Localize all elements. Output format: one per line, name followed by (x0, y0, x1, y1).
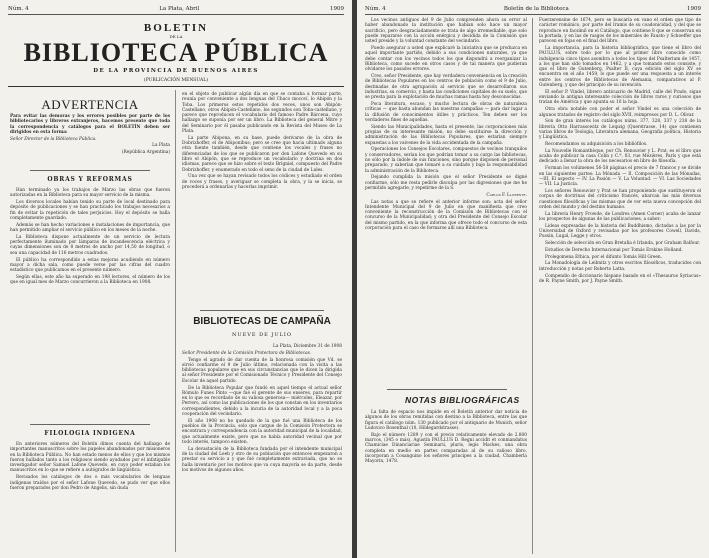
notas-heading: NOTAS BIBLIOGRÁFICAS (405, 395, 520, 405)
paragraph: en el objeto de publicar algún día en que se contaba a formar parte, reunía por conveniente a dos lenguas del Chaco mocoví, lo Abipón y la Toba. Los primeros estos repetidos dos veces, unos son Abipón-Castellano, otros Abipón-Castellano, los segundos son Toba-castellano, y parece que reproducen el vocabulario del famoso Padre Bárcena, cuyo hallazgo se suponía por ser un libro. La Biblioteca del general Mitre y del Seminario por él pasaba publicando en la Revista del Museo de La Plata. (182, 92, 342, 135)
paragraph: Los señores Renouvier y Prat se han proponiendo que sustituyeron el corpus de doctrinas del criticismo francés, abarcan las más diversas cuestiones filosóficas y las mismas que de ver esta nueva concepción del orden del mundo y del destino humano. (539, 188, 701, 210)
issue-number: Núm. 4 (8, 6, 29, 12)
left-page (0, 0, 352, 558)
year: 1909 (687, 6, 701, 12)
place-date: La Plata, Abril (159, 6, 200, 12)
masthead-boletin: BOLETIN (143, 22, 209, 34)
obras-body (10, 188, 170, 287)
right-running-header (365, 6, 701, 15)
paragraph: La librería Henry Frowde, de Londres (Amen Corner) acaba de lanzar los prospectos de algunas de las publicaciones, a saber: (539, 211, 701, 222)
paragraph: Poca literatura, escaso, y mucho lectura de obras de naturaleza críticas — que basta abundan las nuestras campañas — para dar lugar a la difusión de conocimientos útiles y prácticos. Ten deben ser los verdaderos fines de aquellas. (365, 101, 527, 123)
paragraph: Lideas expresadas de la historia del Buddhismo, dictadas a las por la Universidad de Oxford y revisadas por los profesores Cowell, Davids, Pussin, Lugal, Legge y otros. (539, 223, 701, 240)
paragraph: Siendo las Municipalidades, hasta el presente, las corporaciones más propias de su interesante misión, no debe sustituirse la dirección y administración de las Bibliotecas Populares, que estarían siempre expuestas a los vaivenes de la vida accidentada de la campaña. (365, 124, 527, 146)
paragraph: La Monadología de Leibnitz y otros escritos filosóficos, traducidos con introducción y notas por Roberto Latta. (539, 261, 701, 272)
paragraph: La importancia, para la historia bibliográfica, que tiene el libro del PAULLUS, sobre todo por lo que al primer libro conocido como indulgencia cinco tipos asombra a todos los tipos del Psalterium de 1457, a los que han sido tomados en 1462, y a que tomando estos consiste, y que el libro de Gutenberg, Psalter II, cuya edición del siglo XV se encuentra en el año 1459, lo que puede ser una respuesta a un interés entre los centros de Bibliotecas de Alemania, comparativos al P. Gutenberg, y que del principio de su invención. (539, 45, 701, 89)
paragraph: El señor P. Vindel, librero anticuario de Madrid, calle del Prado, sigue enviando la antigua interesante colección de libros raros y curiosos que tratan de América y que apunta su 10 la hoja. (539, 89, 701, 106)
paragraph: Según ellas, este año ha superado en 198 lectores, el número de los que en igual mes de Marzo concurrieron a la Biblioteca en 1908. (10, 274, 170, 286)
paragraph: Puedo asegurar a usted que explicaré la iniciativa que se produzca en aquel importante partido, debido a sus condiciones naturales, ya que debe contar con los vecinos todos los que dispondrá a reorganizar la Biblioteca, como sucede en otros casos y de tal manera que pudieran olvidarse los pasados errores. (365, 45, 527, 73)
left-running-header (8, 6, 344, 15)
notas-continued (539, 18, 701, 286)
paragraph: Dejando cumplida la misión que el señor Presidente se digné confiarme, sólo me resta pedirle disculpa por las digresiones que me he permitido agregarle, y repetirme de la S. (365, 175, 527, 191)
advertencia-body (10, 114, 170, 157)
masthead-province: DE LA PROVINCIA DE BUENOS AIRES (93, 68, 259, 74)
column-divider (532, 18, 533, 554)
letter-address: Señor Presidente de la Comisión Protectora de Bibliotecas. (182, 350, 312, 356)
letter-date: La Plata, Diciembre 31 de 1908 (273, 344, 342, 349)
paragraph: Selección de selección en Gran Bretaña é Irlanda, por Graham Balfour. (545, 241, 701, 247)
campana-continued (365, 18, 527, 233)
masthead-de-la: DE LA (169, 34, 183, 39)
paragraph: El público ha correspondido a estas mejoras acudiendo en número mayor a dicha sala, como puede verse por las cifras del cuadro estadístico que publicamos en el presente número. (10, 257, 170, 274)
column-divider (175, 90, 176, 552)
paragraph: La parte Abipona, en su base, puede derivarse de la obra de Dobrizhoffer, el de Abiponibus; pero se cree que hacia ultimado alguna otra fuente también, desde que contiene los vocales y frases no diferenciadas de los que se publicaron por don Lafone Quevedo en su libro el Abipón, que se reproduce un vocabulario y doctrina en dos idiomas, parece que se hizo sobre el texto Brigniel, compuesto del Padre Dobrizhoffer, y enumerado en todo el seno de la ciudad de Lules. (182, 135, 342, 173)
advertencia-address: Señor Director de la Biblioteca Pública. (10, 136, 97, 142)
paragraph: Tengo el agrado de dar cuenta de la honrosa comisión que Vd. se sirvió confiarme el 9 de Julio último, relacionada con la visita a las bibliotecas populares que en sus circunstancias que le dicen la dirigida al señor Presidente por el Comisionado Técnico y Presidente del Consejo Escolar de aquel partido. (182, 357, 342, 384)
paragraph: Fuerzerensine de 1674, pero se buscaría en vano el orden que tipo de carácter románico, por parte del Iramis de su coadonicidad, y del que se reproduce en facsímil en el Catálogo, que contiene 8 que se conservan en la portada, y en las de rasgos de los minerales de Fausto y Schoeffer que parecen en fojas en el final del libro. (539, 18, 701, 45)
paragraph: Forman los volúmenes 56-58 páginas el precio de 7 francos y se divide en las siguientes partes: La Mónada — II. Composición de las Mónadas, —III. El aspecto — IV. La Pasión — V. La Voluntad. — VI. Las Sociedades — VII. La Justicia. (539, 166, 701, 188)
paragraph: Los diversos locales habían tenido su parte de local destinado para depósito de publicaciones y se han practicado los trabajos necesarios a fin de evitar la repetición de tales perjuicios. Hoy el depósito se halla completamente guardado. (10, 200, 170, 221)
obras-heading: OBRAS Y REFORMAS (47, 176, 133, 183)
notas-body (365, 410, 527, 466)
paragraph: Bajo el número 1289 y con el precio relativamente elevado de 2.800 marcos, (345 o más), Agustín PAULLUS D. Regni accidit et conmandatus Chamiciae Dinanciariae Seminarii, pluris, legis Mackes, una obra completa en medio en partes comparadas al de su valioso libro, incorporan a Cosanguino los señores principes a la ciudad, Chamberla Mayorin, 1478. (365, 432, 527, 465)
paragraph: Otra obra notable con poder el señor Vindel es una colección de algunos tratados de registro del siglo XVII, reimpresos por D. L. Olivar. (539, 107, 701, 118)
advertencia-country: (República Argentina) (121, 150, 170, 156)
paragraph: Recomendamos su adquisición a los bibliófilos. (545, 142, 648, 148)
section-rule (387, 389, 507, 390)
advertencia-notice: Para evitar las demoras y los errores posibles por parte de los bibliotecarios y libreros extranjeros, hacemos presente que toda la correspondencia y catálogos para el BOLETÍN deben ser dirigidos en esta forma: (10, 114, 170, 135)
paragraph: Estudios de Derecho Internacional por Tomás Erskine Holland. (545, 247, 683, 253)
campana-body (182, 344, 342, 475)
paragraph: Los vecinos antiguos del 9 de Julio comprenden ahora su error al haber abandonado la institución que habían solo hace un mayor sacrificio, pero desgraciadamente se trata de algo irremediable, que solo puede repararse con la acción enérgica y decidida de la Comisión que usted preside y la voluntad constante del vecindario. (365, 18, 527, 45)
masthead-publication: (PUBLICACIÓN MENSUAL) (143, 78, 209, 83)
right-page (357, 0, 709, 558)
paragraph: Operaciones los Consejos Escolares, compuestos de vecinos tranquilos y conservadores, serían los que podrían tomar a su cargo las bibliotecas, no sólo por la índole de sus funciones, sino porque disponen de personal preparado, y saberían que tomaré a su cuidado y bajo la responsabilidad la administración de la Biblioteca. (365, 147, 527, 174)
paragraph: Prolegomena Ethica, por el difunto Tomás Hill Green. (545, 254, 663, 260)
running-title: Boletín de la Biblioteca (503, 6, 569, 12)
paragraph: El año 1908 no he quedado de la que fué una Biblioteca de los pueblos de la Provincia, solo que cargue de la Comisión Protectora se encontrara y correspondencia con la autoridad municipal de la localidad, que actualmente existe, pero que no había autoridad vecinal que por todo interés, tampoco existen. (182, 418, 342, 446)
campana-subheading: NUEVE DE JULIO (232, 332, 292, 338)
paragraph: Son de gran interés los catálogos núms. 377, 328, 337 y 238 de la librería Otto Harrassowitz de Leipzig (Querstrasse, 14) que contienen varias libros de Teología, Literatura alemana, Geografía política, Historia y Lingüística. (539, 119, 701, 141)
paragraph: Además se han hecho variaciones e instalaciones de importancia, que han permitido ampliar el servicio público en los meses de la noche. (10, 222, 170, 234)
paragraph: En anteriores números del Boletín dimos cuenta del hallazgo de importantes manuscritos sobre los papeles abandonados por misioneros en la Biblioteca Pública. No han estado menos de ellos y que los mismos fueron hallados tanto a los religiosos siendo ayudados por el infatigable investigador señor Samuel Lafone Quevedo, en cuyo poder estaban los manuscritos en lo que se refiere a autógrafos de lingüística. (10, 442, 170, 474)
paragraph: Compendio de diccionario hispano basado en el «Thesaurus Syriacus» de R. Payne Smith, por J. Payne Smith. (539, 273, 701, 284)
section-rule (200, 310, 324, 311)
paragraph: Han terminado ya los trabajos de Marzo las obras que fueron autorizadas en la Biblioteca para su mayor servicio de la misma. (10, 188, 170, 199)
filologia-body (10, 442, 170, 493)
paragraph: La falta de espacio nos impide en el Boletín anterior dar noticia de algunos de los obras remitidas con destino a la Biblioteca, entre las que figura el catálogo núm. 130 publicado por el antiquario de Munich, señor Ludovico Rosenthal (10, Hildegardstrasse). (365, 410, 527, 431)
paragraph: La devastación de la Biblioteca fundada por el intendente municipal de la ciudad del Leeb y otro de su población que entonces empezaron a prestar su servicio a y que fué completamente extraviada, que no se halla inventario por los motivos que va cuya mayoría se da parte, desde los motivos de algunos años. (182, 446, 342, 474)
campana-heading: BIBLIOTECAS DE CAMPAÑA (193, 316, 331, 327)
advertencia-heading: ADVERTENCIA (41, 97, 139, 112)
advertencia-city: La Plata (152, 143, 170, 149)
masthead-title: BIBLIOTECA PÚBLICA (23, 38, 329, 67)
paragraph: La Nouvelle Romanthèque, por Ch. Renouvier y L. Prat, es el libro que acaba de publicar la casa Colin y C.ª, 03, rue Mézières, París y que está dedicado a llenar la obra de los necesarios en libro de filosofía. (539, 148, 701, 165)
paragraph: Creo, señor Presidente, que hay verdadera conveniencia en la creación de Bibliotecas Populares en los centros de población como el 9 de Julio, destinadas de otra agrupación al servicio que se desarrollaron sus industrias, su comercio, y hasta las condiciones capitales de su suelo, que se presta para la explotación de muchas ramas hasta hoy desconocidas. (365, 73, 527, 101)
signature: Carlos F. Llorente. (486, 192, 527, 198)
paragraph: La Biblioteca dispone actualmente de un servicio de lectura perfectamente iluminado por lámparas de incandescencia eléctrica y cuyas dimensiones son de 8 metros de ancho por 14,50 de longitud, o sea una capacidad de 116 metros cuadrados. (10, 234, 170, 256)
paragraph: Una vez que se hayan revisado todos los códices y estudiado el orden de voces y frases, y averiguar se completa la obra, y la se inicia, se procederá a ordenarlas y hacerlas imprimir. (182, 174, 342, 191)
masthead-rule (8, 86, 344, 87)
filologia-continued (182, 92, 342, 192)
year: 1909 (330, 6, 344, 12)
section-rule (30, 170, 150, 171)
filologia-heading: FILOLOGIA INDIGENA (44, 430, 136, 437)
issue-number: Núm. 4 (365, 6, 386, 12)
paragraph: Revisados los catálogos de dos o más vocabularios de lenguas indígenas traídos por el señor Lafone Quevedo, se pudo ver que ellos fueron preparados por don Pedro de Angelis, sin duda (10, 475, 170, 491)
paragraph: Las notas a que se refiere el anterior informe son: acta del señor Intendente Municipal del 9 de Julio en que manifiesta que creo conveniente la reconstrucción de la Comisión de Bibliotecas con el concurso de la Municipalidad; y otra del Presidente del Consejo Escolar del mismo partido, en la que informa que ofrece todo el concurso de esta corporación para el caso de formarse allí una Biblioteca. (365, 199, 527, 231)
section-rule (30, 424, 150, 425)
paragraph: De la Biblioteca Popular que fundó en aquel tiempo el actual señor Rómulo Funes Pinto —que fué el gerente de sus enseres, para repartir en lo que es recordado de su valiosa generosa— miércoles, Eleazar, por Perrero, así como las publicaciones de los que constan en los inventarios correspondientes, debido a la incuria de la autoridad local y a la poca cooperación del vecindario. (182, 385, 342, 418)
